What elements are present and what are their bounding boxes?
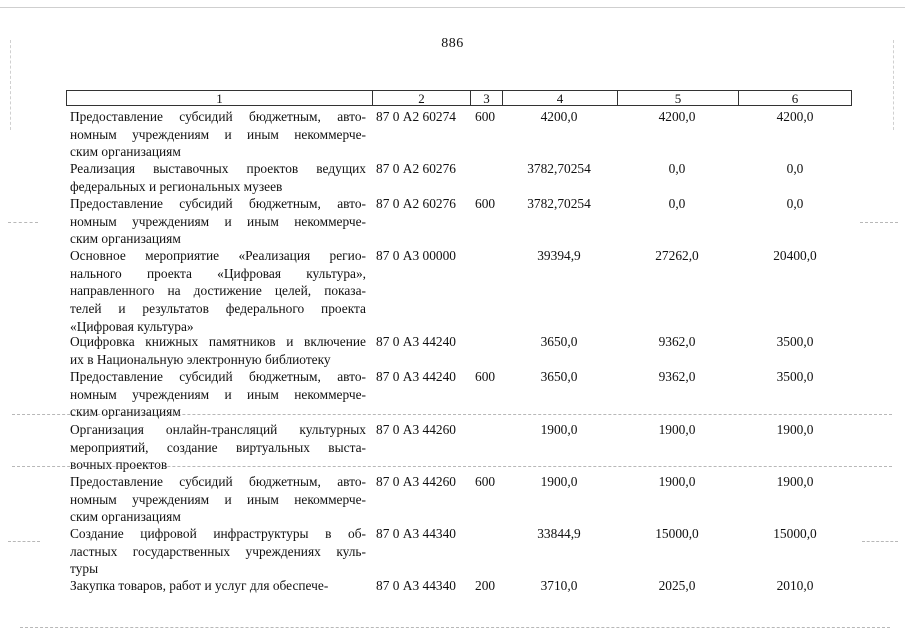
row-type: 200 — [475, 578, 496, 593]
row-name — [70, 577, 366, 595]
row-name-line: ским организациям — [70, 404, 181, 420]
row-name-line: ским организациям — [70, 231, 181, 247]
row-name — [70, 247, 366, 336]
row-name-line: ским организациям — [70, 144, 181, 160]
row-name-line: номным учреждениям и иным некоммерче- — [70, 386, 366, 402]
row-name-line: Основное мероприятие «Реализация регио- — [70, 248, 366, 263]
row-value-col4: 39394,9 — [537, 248, 581, 263]
row-name-line: Реализация выставочных проектов ведущих — [70, 161, 366, 176]
row-type: 600 — [475, 109, 496, 124]
row-value-col5: 1900,0 — [658, 474, 696, 489]
row-name-line: Предоставление субсидий бюджетным, авто- — [70, 109, 366, 124]
row-code: 87 0 А3 44240 — [376, 369, 456, 384]
row-name-line: ским организациям — [70, 509, 181, 525]
row-value-col4: 3650,0 — [540, 369, 578, 384]
row-name-line: телей и результатов федерального проекта — [70, 301, 366, 317]
row-value-col5: 0,0 — [668, 161, 686, 176]
header-col-3: 3 — [483, 91, 490, 106]
row-code: 87 0 А3 44240 — [376, 334, 456, 349]
scan-artifact — [12, 466, 892, 467]
scan-artifact — [10, 40, 11, 130]
header-col-6: 6 — [791, 91, 799, 106]
row-value-col4: 1900,0 — [540, 422, 578, 437]
row-value-col6: 4200,0 — [776, 109, 814, 124]
page-number: 886 — [441, 36, 464, 51]
row-name — [70, 473, 366, 526]
row-name-line: туры — [70, 561, 99, 577]
row-name — [70, 333, 366, 368]
row-name-line: номным учреждениям и иным некоммерче- — [70, 213, 366, 229]
row-code: 87 0 А3 00000 — [376, 248, 456, 263]
row-name-line: номным учреждениям и иным некоммерче- — [70, 126, 366, 142]
row-value-col6: 1900,0 — [776, 422, 814, 437]
row-value-col6: 2010,0 — [776, 578, 814, 593]
row-code: 87 0 А3 44260 — [376, 422, 456, 437]
row-value-col5: 9362,0 — [658, 369, 696, 384]
table-header-row — [66, 90, 852, 106]
row-value-col6: 3500,0 — [776, 369, 814, 384]
row-name — [70, 108, 366, 161]
row-value-col5: 15000,0 — [655, 526, 699, 541]
row-value-col4: 3782,70254 — [527, 196, 591, 211]
row-value-col6: 0,0 — [786, 196, 804, 211]
header-col-2: 2 — [418, 91, 425, 106]
row-name-line: «Цифровая культура» — [70, 318, 194, 334]
row-name-line: номным учреждениям и иным некоммерче- — [70, 491, 366, 507]
row-name-line: ластных государственных учреждениях куль- — [70, 543, 366, 559]
row-name — [70, 195, 366, 248]
row-type: 600 — [475, 369, 496, 384]
scan-artifact — [20, 627, 890, 628]
scan-top-edge — [0, 7, 905, 8]
scan-artifact — [860, 222, 898, 223]
header-col-5: 5 — [674, 91, 682, 106]
row-name-line: Создание цифровой инфраструктуры в об- — [70, 526, 366, 541]
row-name-line: Предоставление субсидий бюджетным, авто- — [70, 196, 366, 211]
row-value-col5: 27262,0 — [655, 248, 699, 263]
row-value-col5: 4200,0 — [658, 109, 696, 124]
row-value-col5: 1900,0 — [658, 422, 696, 437]
scan-artifact — [12, 414, 892, 415]
scan-artifact — [8, 541, 40, 542]
row-name-line: мероприятий, создание виртуальных выста- — [70, 439, 366, 455]
scan-artifact — [893, 40, 894, 130]
row-code: 87 0 А2 60276 — [376, 161, 456, 176]
row-code: 87 0 А2 60276 — [376, 196, 456, 211]
header-col-4: 4 — [556, 91, 564, 106]
row-value-col6: 0,0 — [786, 161, 804, 176]
row-value-col4: 3710,0 — [540, 578, 578, 593]
row-code: 87 0 А3 44260 — [376, 474, 456, 489]
row-value-col4: 4200,0 — [540, 109, 578, 124]
row-name-line: их в Национальную электронную библиотеку — [70, 351, 331, 367]
row-value-col6: 3500,0 — [776, 334, 814, 349]
row-value-col5: 2025,0 — [658, 578, 696, 593]
row-value-col4: 1900,0 — [540, 474, 578, 489]
row-name-line: Предоставление субсидий бюджетным, авто- — [70, 369, 366, 384]
row-value-col6: 15000,0 — [773, 526, 817, 541]
scan-artifact — [862, 541, 898, 542]
row-name-line: нального проекта «Цифровая культура», — [70, 265, 366, 281]
row-name-line: направленного на достижение целей, показа- — [70, 283, 366, 299]
row-name — [70, 525, 366, 578]
row-name-line: федеральных и региональных музеев — [70, 178, 283, 194]
row-name-line: Закупка товаров, работ и услуг для обеспече- — [70, 578, 329, 593]
scan-artifact — [8, 222, 38, 223]
row-code: 87 0 А3 44340 — [376, 526, 456, 541]
row-code: 87 0 А2 60274 — [376, 109, 456, 124]
row-value-col6: 1900,0 — [776, 474, 814, 489]
row-value-col4: 3782,70254 — [527, 161, 591, 176]
row-code: 87 0 А3 44340 — [376, 578, 456, 593]
row-name-line: Организация онлайн-трансляций культурных — [70, 422, 366, 437]
row-type: 600 — [475, 196, 496, 211]
row-value-col4: 33844,9 — [537, 526, 581, 541]
row-type: 600 — [475, 474, 496, 489]
row-name-line: Оцифровка книжных памятников и включение — [70, 334, 366, 349]
row-name-line: вочных проектов — [70, 457, 168, 473]
row-name — [70, 160, 366, 195]
row-value-col6: 20400,0 — [773, 248, 817, 263]
row-name-line: Предоставление субсидий бюджетным, авто- — [70, 474, 366, 489]
header-col-1: 1 — [216, 91, 223, 106]
row-value-col5: 0,0 — [668, 196, 686, 211]
row-value-col4: 3650,0 — [540, 334, 578, 349]
row-value-col5: 9362,0 — [658, 334, 696, 349]
